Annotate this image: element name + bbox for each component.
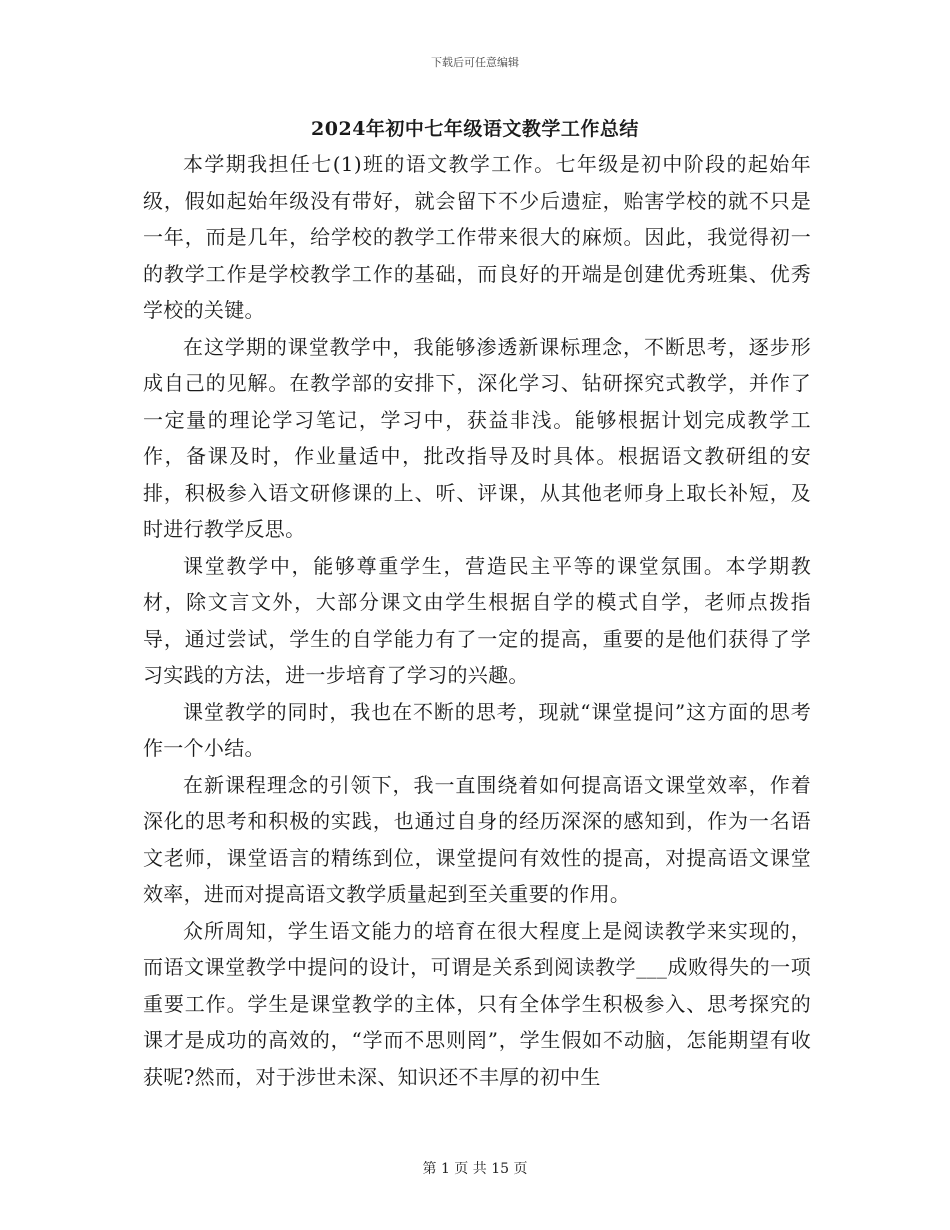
paragraph-4: 课堂教学的同时，我也在不断的思考，现就“课堂提问”这方面的思考作一个小结。	[143, 699, 811, 760]
paragraph-3: 课堂教学中，能够尊重学生，营造民主平等的课堂氛围。本学期教材，除文言文外，大部分课文由学生根据自学的模式自学，老师点拨指导，通过尝试，学生的自学能力有了一定的提高，重要的是他们获得了学习实践的方法，进一步培育了学习的兴趣。	[143, 553, 811, 687]
document-body	[143, 146, 811, 1095]
paragraph-6: 众所周知，学生语文能力的培育在很大程度上是阅读教学来实现的，而语文课堂教学中提问的设计，可谓是关系到阅读教学___成败得失的一项重要工作。学生是课堂教学的主体，只有全体学生积极参入、思考探究的课才是成功的高效的，“学而不思则罔”，学生假如不动脑，怎能期望有收获呢?然而，对于涉世未深、知识还不丰厚的初中生	[143, 918, 811, 1089]
paragraph-5: 在新课程理念的引领下，我一直围绕着如何提高语文课堂效率，作着深化的思考和积极的实践，也通过自身的经历深深的感知到，作为一名语文老师，课堂语言的精练到位，课堂提问有效性的提高，对提高语文课堂效率，进而对提高语文教学质量起到至关重要的作用。	[143, 772, 811, 906]
page-number: 第 1 页 共 15 页	[422, 1161, 528, 1177]
document-title: 2024年初中七年级语文教学工作总结	[311, 118, 639, 140]
paragraph-1: 本学期我担任七(1)班的语文教学工作。七年级是初中阶段的起始年级，假如起始年级没有带好，就会留下不少后遗症，贻害学校的就不只是一年，而是几年，给学校的教学工作带来很大的麻烦。因此，我觉得初一的教学工作是学校教学工作的基础，而良好的开端是创建优秀班集、优秀学校的关键。	[143, 152, 811, 322]
paragraph-2: 在这学期的课堂教学中，我能够渗透新课标理念，不断思考，逐步形成自己的见解。在教学部的安排下，深化学习、钻研探究式教学，并作了一定量的理论学习笔记，学习中，获益非浅。能够根据计划完成教学工作，备课及时，作业量适中，批改指导及时具体。根据语文教研组的安排，积极参入语文研修课的上、听、评课，从其他老师身上取长补短，及时进行教学反思。	[143, 334, 811, 541]
header-note: 下载后可任意编辑	[431, 56, 519, 69]
